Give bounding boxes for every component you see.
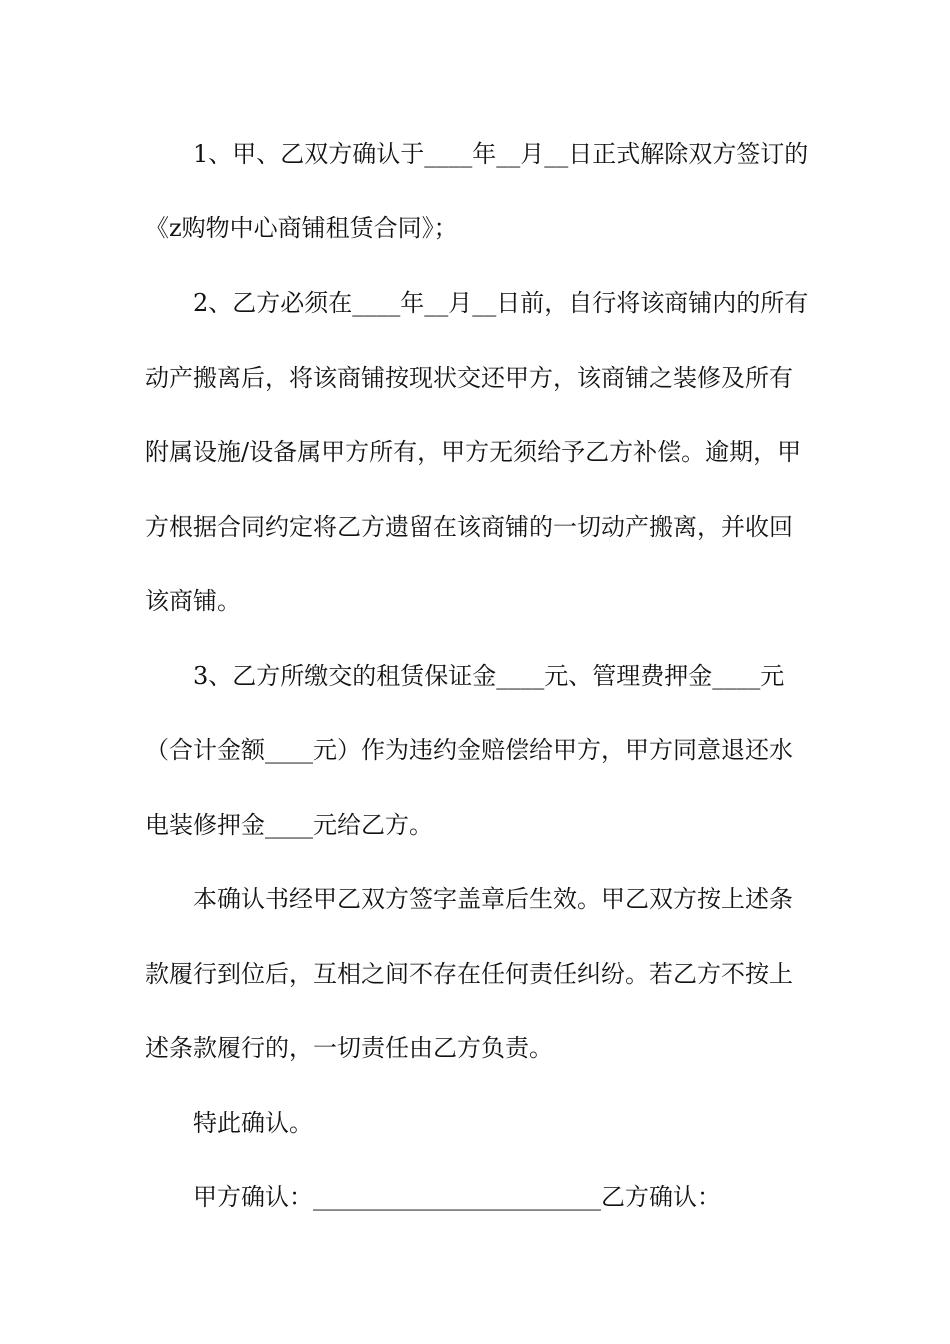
signature-line — [0, 1177, 950, 1217]
text: 附属设施/设备属甲方所有，甲方无须给予乙方补偿。逾期，甲 — [145, 438, 802, 466]
clause-1-line-2 — [0, 208, 950, 248]
effect-line-3 — [0, 1028, 950, 1068]
clause-2-line-5 — [0, 581, 950, 621]
text: 款履行到位后，互相之间不存在任何责任纠纷。若乙方不按上 — [145, 960, 793, 988]
clause-2-line-2 — [0, 358, 950, 398]
confirmation-line — [0, 1103, 950, 1143]
text: 2、乙方必须在____年__月__日前，自行将该商铺内的所有 — [193, 289, 809, 317]
text: 甲方确认：________________________乙方确认： — [193, 1183, 721, 1211]
text: 3、乙方所缴交的租赁保证金____元、管理费押金____元 — [193, 662, 785, 690]
text: 述条款履行的，一切责任由乙方负责。 — [145, 1034, 553, 1062]
text: 动产搬离后，将该商铺按现状交还甲方，该商铺之装修及所有 — [145, 364, 793, 392]
text: 特此确认。 — [193, 1109, 313, 1137]
text: 本确认书经甲乙双方签字盖章后生效。甲乙双方按上述条 — [193, 885, 793, 913]
clause-2-line-3 — [0, 432, 950, 472]
clause-1-line-1 — [0, 134, 950, 174]
text: 电装修押金____元给乙方。 — [145, 811, 433, 839]
text: 1、甲、乙双方确认于____年__月__日正式解除双方签订的 — [193, 140, 809, 168]
clause-3-line-1 — [0, 656, 950, 696]
text: 该商铺。 — [145, 587, 241, 615]
clause-3-line-3 — [0, 805, 950, 845]
clause-2-line-4 — [0, 507, 950, 547]
effect-line-1 — [0, 879, 950, 919]
effect-line-2 — [0, 954, 950, 994]
text: （合计金额____元）作为违约金赔偿给甲方，甲方同意退还水 — [145, 736, 793, 764]
text: 方根据合同约定将乙方遗留在该商铺的一切动产搬离，并收回 — [145, 513, 793, 541]
clause-3-line-2 — [0, 730, 950, 770]
clause-2-line-1 — [0, 283, 950, 323]
text: 《z购物中心商铺租赁合同》； — [145, 214, 458, 242]
